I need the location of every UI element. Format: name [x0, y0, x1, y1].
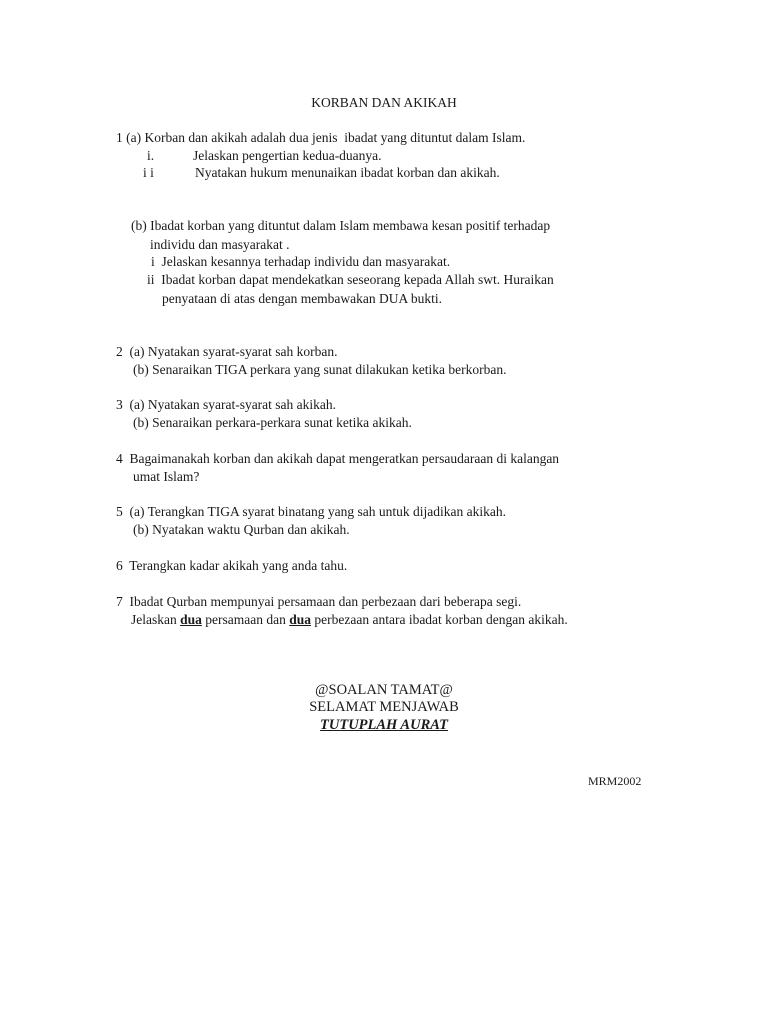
q1-a-ii-text: Nyatakan hukum menunaikan ibadat korban dan akikah. — [195, 165, 500, 180]
q3-a: 3 (a) Nyatakan syarat-syarat sah akikah. — [116, 397, 337, 412]
q1-b-ii-line1: ii Ibadat korban dapat mendekatkan seseorang kepada Allah swt. Huraikan — [147, 272, 554, 287]
q7-line2 — [131, 611, 568, 629]
q1-a-i-text: Jelaskan pengertian kedua-duanya. — [193, 148, 382, 163]
q5-a: 5 (a) Terangkan TIGA syarat binatang yang sah untuk dijadikan akikah. — [116, 504, 506, 519]
q1-a-i-number: i. — [147, 148, 155, 163]
q5-b: (b) Nyatakan waktu Qurban dan akikah. — [133, 522, 350, 537]
q7-line1: 7 Ibadat Qurban mempunyai persamaan dan perbezaan dari beberapa segi. — [116, 594, 522, 609]
motto: TUTUPLAH AURAT — [320, 717, 448, 733]
q1-b-i: i Jelaskan kesannya terhadap individu dan masyarakat. — [151, 254, 451, 269]
q7-line2-pre: Jelaskan — [131, 612, 181, 627]
q1-b-intro-line2: individu dan masyarakat . — [150, 237, 290, 252]
q1-b-ii-line2: penyataan di atas dengan membawakan DUA bukti. — [162, 291, 443, 306]
q2-b: (b) Senaraikan TIGA perkara yang sunat dilakukan ketika berkorban. — [133, 362, 507, 377]
q7-line2-mid: persamaan dan — [201, 612, 290, 627]
document-code: MRM2002 — [588, 774, 642, 788]
q1-a-ii-number: i i — [143, 165, 154, 180]
greeting: SELAMAT MENJAWAB — [309, 699, 459, 715]
q7-line2-post: perbezaan antara ibadat korban dengan akikah. — [311, 612, 568, 627]
end-of-questions: @SOALAN TAMAT@ — [315, 682, 453, 698]
q1-a-intro: 1 (a) Korban dan akikah adalah dua jenis ibadat yang dituntut dalam Islam. — [116, 130, 526, 145]
q7-emphasis-dua-1: dua — [180, 612, 202, 627]
q6-text: 6 Terangkan kadar akikah yang anda tahu. — [116, 558, 348, 573]
q3-b: (b) Senaraikan perkara-perkara sunat ketika akikah. — [133, 415, 412, 430]
q7-emphasis-dua-2: dua — [289, 612, 312, 627]
q2-a: 2 (a) Nyatakan syarat-syarat sah korban. — [116, 344, 338, 359]
q4-line1: 4 Bagaimanakah korban dan akikah dapat mengeratkan persaudaraan di kalangan — [116, 451, 560, 466]
q4-line2: umat Islam? — [133, 469, 200, 484]
q1-b-intro-line1: (b) Ibadat korban yang dituntut dalam Islam membawa kesan positif terhadap — [131, 218, 551, 233]
document-title: KORBAN DAN AKIKAH — [311, 95, 457, 110]
